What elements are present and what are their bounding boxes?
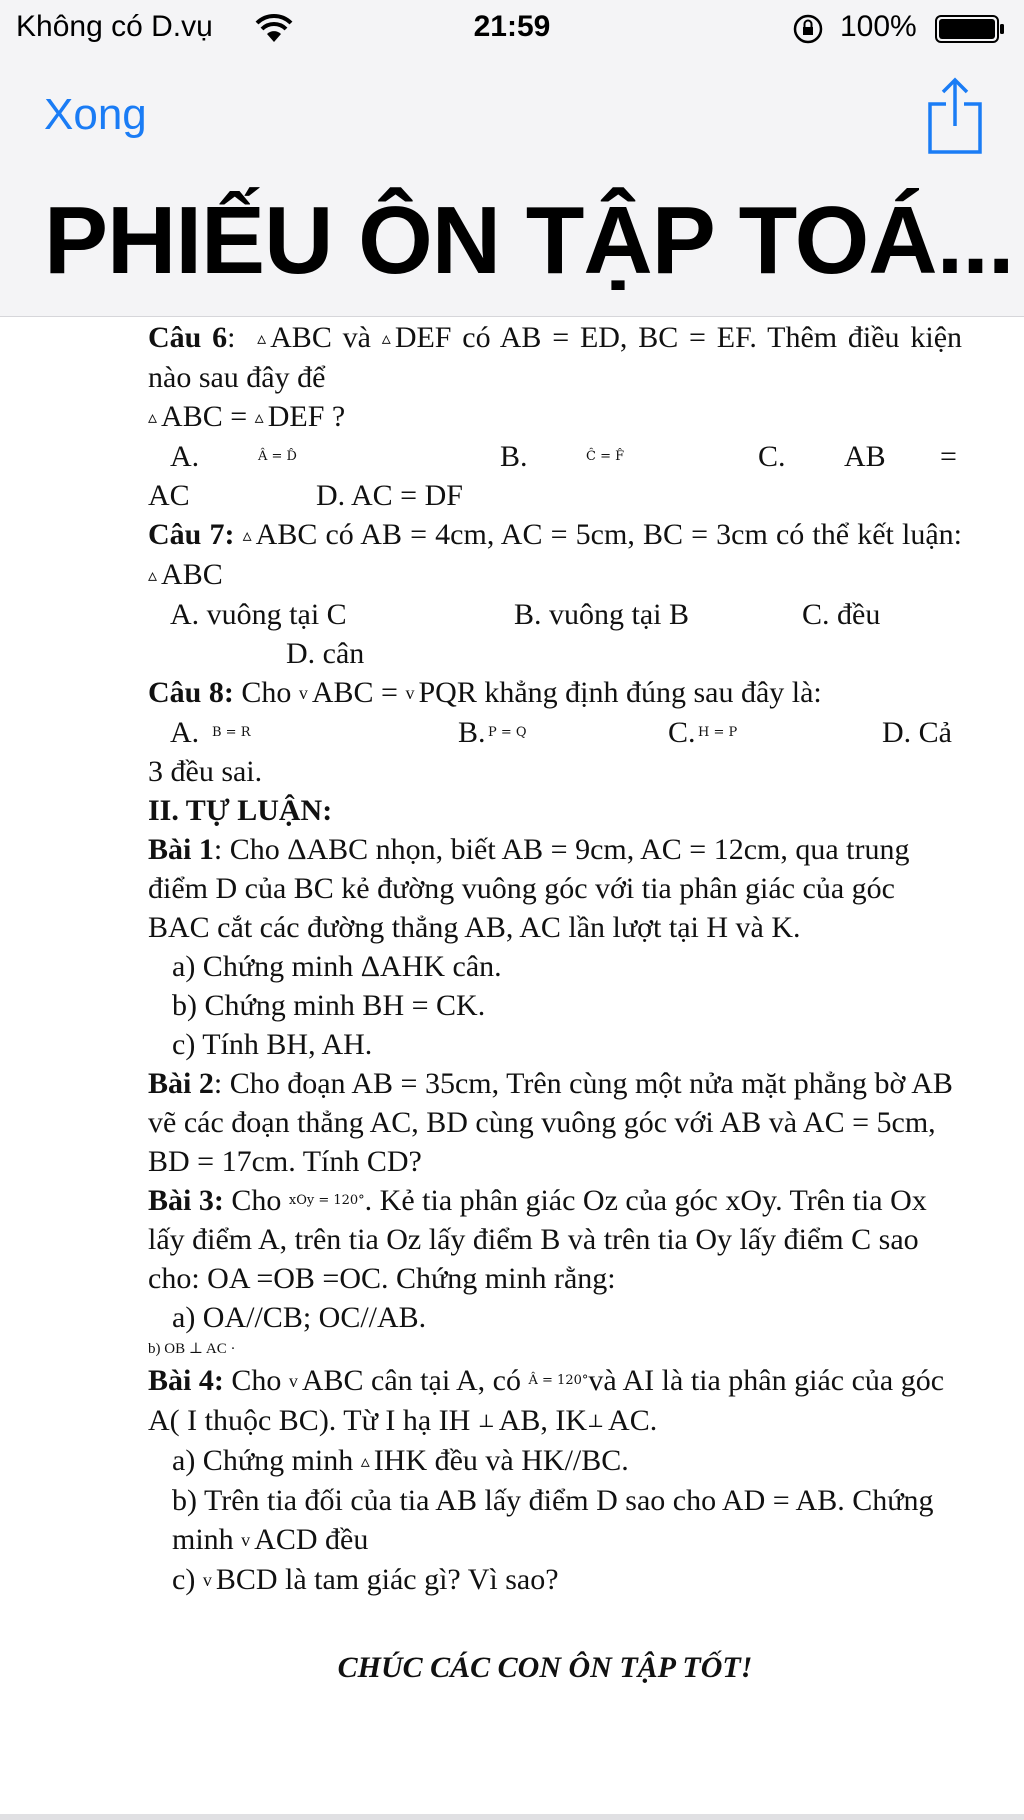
- share-button[interactable]: [924, 74, 984, 154]
- question-text: ABC: [161, 558, 223, 591]
- exercise-label: Bài 3:: [148, 1184, 224, 1217]
- option-d-cont: 3 đều sai.: [148, 755, 263, 788]
- option-a-math: B = R: [212, 725, 251, 740]
- question-6: Câu 6: ▵ ABC và ▵ DEF có AB = ED, BC = EF. Thêm điều kiện nào sau đây để: [148, 321, 963, 394]
- option-a: A.: [170, 440, 200, 473]
- exercise-label: Bài 2: [148, 1067, 214, 1100]
- exercise-3-a: a) OA//CB; OC//AB.: [172, 1301, 427, 1334]
- option-a: A. vuông tại C: [170, 598, 347, 631]
- exercise-1: [148, 830, 962, 947]
- triangle-icon: v: [405, 683, 415, 703]
- perpendicular-icon: ⊥: [477, 1411, 495, 1431]
- question-6-options: [148, 437, 962, 476]
- question-text: ABC =: [161, 400, 248, 433]
- option-a-math: Â = D̂: [258, 449, 297, 464]
- exercise-label: Bài 4:: [148, 1364, 224, 1397]
- exercise-2: [148, 1064, 962, 1181]
- perpendicular-icon: ⊥: [587, 1411, 605, 1431]
- exercise-1-b: b) Chứng minh BH = CK.: [172, 989, 486, 1022]
- option-b-math: P = Q: [488, 725, 527, 740]
- option-c-value-2: AC: [148, 479, 190, 512]
- exercise-1-a: a) Chứng minh ΔAHK cân.: [172, 950, 502, 983]
- option-a: A.: [170, 716, 200, 749]
- exercise-3-b: b) OB ⊥ AC ·: [148, 1341, 236, 1357]
- carrier-label: Không có D.vụ: [16, 10, 213, 43]
- battery-percent: 100%: [840, 10, 917, 43]
- question-text: ABC có AB = 4cm, AC = 5cm, BC = 3cm có thể kết luận:: [255, 518, 962, 551]
- question-label: Câu 7:: [148, 518, 235, 551]
- exercise-text: : Cho đoạn AB = 35cm, Trên cùng một nửa mặt phẳng bờ AB vẽ các đoạn thẳng AC, BD cùng vuông góc với AB và AC = 5cm, BD = 17cm. Tính CD?: [148, 1067, 953, 1178]
- bottom-divider: [0, 1814, 1024, 1820]
- document-body: [148, 318, 962, 1687]
- question-6-options-2: [148, 476, 962, 515]
- share-icon: [924, 74, 984, 154]
- exercise-4-b: [148, 1481, 962, 1560]
- option-c-value: AB: [844, 440, 886, 473]
- question-8-options: [148, 713, 962, 752]
- question-6-cont: [148, 397, 962, 437]
- triangle-icon: ▵: [242, 525, 252, 545]
- exercise-text: Cho: [231, 1184, 282, 1217]
- triangle-icon: ▵: [360, 1451, 370, 1471]
- question-text: DEF có AB = ED, BC = EF. Thêm điều kiện nào sau đây để: [148, 321, 963, 394]
- option-c: C.: [668, 716, 696, 749]
- triangle-icon: ▵: [257, 328, 267, 348]
- exercise-text: c): [172, 1563, 196, 1596]
- option-d: D. AC = DF: [316, 479, 463, 512]
- navigation-header: [0, 0, 1024, 317]
- question-8: [148, 673, 962, 713]
- exercise-text: Cho: [231, 1364, 282, 1397]
- question-7-options-2: [148, 634, 962, 673]
- section-heading: II. TỰ LUẬN:: [148, 794, 333, 827]
- battery-icon: [935, 14, 1005, 44]
- exercise-text: b) Trên tia đối của tia AB lấy điểm D sao cho AD = AB. Chứng minh: [172, 1484, 934, 1556]
- triangle-icon: v: [202, 1570, 212, 1590]
- triangle-icon: v: [241, 1530, 251, 1550]
- question-label: Câu 6: [148, 321, 228, 354]
- option-d: D. Cả: [882, 716, 952, 749]
- clock: 21:59: [473, 10, 551, 43]
- option-b: B.: [500, 440, 528, 473]
- document-title: PHIẾU ÔN TẬP TOÁ...: [44, 187, 1014, 294]
- option-c-equals: =: [940, 440, 957, 473]
- angle-math: Â = 120°: [528, 1373, 589, 1388]
- option-d: D. cân: [286, 637, 365, 670]
- exercise-text: . Kẻ tia phân giác Oz của góc xOy. Trên tia Ox lấy điểm A, trên tia Oz lấy điểm B và trên tia Oy lấy điểm C sao cho: OA =OB =OC. Chứng minh rằng:: [148, 1184, 927, 1295]
- nav-bar: [0, 70, 1024, 160]
- orientation-lock-icon: [792, 13, 824, 45]
- exercise-text: : Cho ΔABC nhọn, biết AB = 9cm, AC = 12cm, qua trung điểm D của BC kẻ đường vuông góc với tia phân giác của góc BAC cắt các đường thẳng AB, AC lần lượt tại H và K.: [148, 833, 910, 944]
- question-7-options: [148, 595, 962, 634]
- question-7: [148, 515, 962, 595]
- option-c-math: H = P: [698, 725, 738, 740]
- exercise-text: và AI là tia phân giác của góc A( I thuộc BC). Từ I hạ IH: [148, 1364, 945, 1437]
- exercise-text: a) Chứng minh: [172, 1444, 354, 1477]
- question-text: ABC =: [311, 676, 398, 709]
- angle-math: xOy = 120°: [288, 1193, 365, 1208]
- exercise-text: AC.: [608, 1404, 658, 1437]
- exercise-text: IHK đều và HK//BC.: [373, 1444, 629, 1477]
- option-b: B. vuông tại B: [514, 598, 690, 631]
- question-text: PQR khẳng định đúng sau đây là:: [418, 676, 822, 709]
- option-c: C.: [758, 440, 786, 473]
- option-b-math: Ĉ = F̂: [586, 449, 625, 464]
- triangle-icon: ▵: [254, 407, 264, 427]
- exercise-text: ABC cân tại A, có: [301, 1364, 521, 1397]
- exercise-1-c: c) Tính BH, AH.: [172, 1028, 373, 1061]
- exercise-3: [148, 1181, 962, 1298]
- exercise-text: ACD đều: [254, 1523, 369, 1556]
- exercise-text: AB, IK: [498, 1404, 588, 1437]
- triangle-icon: ▵: [148, 565, 158, 585]
- question-text: ABC và: [270, 321, 371, 354]
- exercise-4-a: [148, 1441, 962, 1481]
- exercise-4-c: [148, 1560, 962, 1600]
- exercise-label: Bài 1: [148, 833, 214, 866]
- exercise-4: [148, 1361, 962, 1441]
- triangle-icon: v: [288, 1371, 298, 1391]
- exercise-text: BCD là tam giác gì? Vì sao?: [215, 1563, 559, 1596]
- done-button[interactable]: Xong: [44, 90, 147, 139]
- question-text: DEF ?: [267, 400, 346, 433]
- closing-message: CHÚC CÁC CON ÔN TẬP TỐT!: [337, 1651, 753, 1684]
- triangle-icon: ▵: [381, 328, 391, 348]
- status-bar: [0, 0, 1024, 60]
- triangle-icon: v: [298, 683, 308, 703]
- question-label: Câu 8:: [148, 676, 234, 709]
- question-text: Cho: [241, 676, 292, 709]
- option-b: B.: [458, 716, 486, 749]
- triangle-icon: ▵: [148, 407, 158, 427]
- option-c: C. đều: [802, 598, 881, 631]
